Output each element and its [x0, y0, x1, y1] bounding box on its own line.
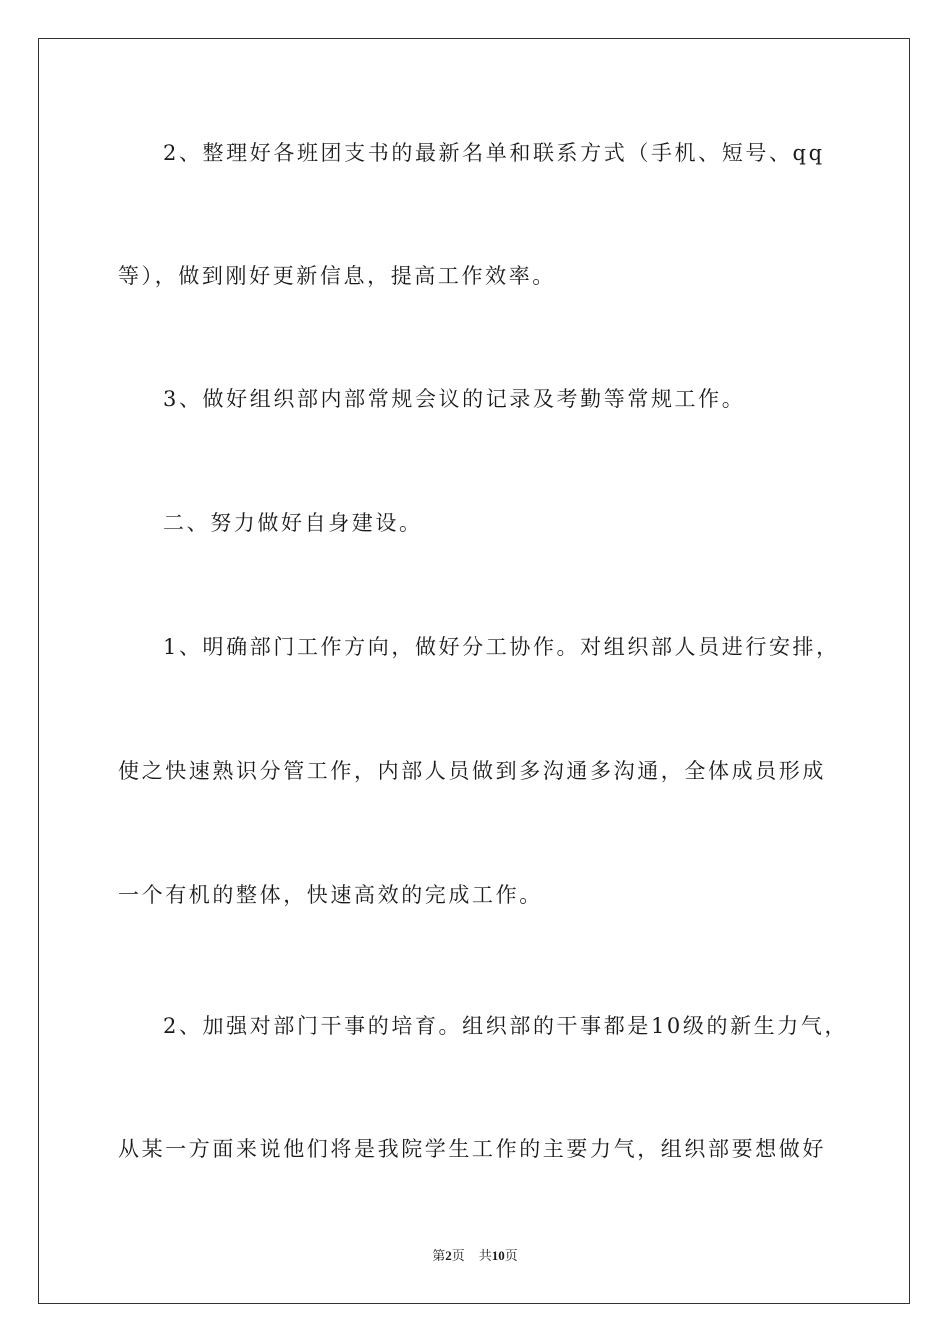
- paragraph-line: 使之快速熟识分管工作，内部人员做到多沟通多沟通，全体成员形成: [118, 759, 826, 783]
- paragraph-line: 从某一方面来说他们将是我院学生工作的主要力气，组织部要想做好: [118, 1137, 826, 1161]
- page-border: [38, 38, 910, 1304]
- total-pages: 10: [491, 1248, 505, 1263]
- paragraph-line: 3、做好组织部内部常规会议的记录及考勤等常规工作。: [163, 387, 746, 411]
- paragraph-line: 一个有机的整体，快速高效的完成工作。: [118, 883, 543, 907]
- page-suffix: 页: [451, 1248, 465, 1263]
- total-prefix: 共: [478, 1248, 492, 1263]
- page-footer: [0, 1247, 950, 1265]
- page-prefix: 第: [432, 1248, 446, 1263]
- page-number: 2: [445, 1248, 452, 1263]
- total-suffix: 页: [504, 1248, 518, 1263]
- paragraph-line: 2、加强对部门干事的培育。组织部的干事都是10级的新生力气，: [163, 1014, 849, 1038]
- paragraph-line: 等），做到刚好更新信息，提高工作效率。: [118, 264, 556, 288]
- section-heading: 二、努力做好自身建设。: [163, 511, 423, 535]
- paragraph-line: 1、明确部门工作方向，做好分工协作。对组织部人员进行安排，: [163, 635, 840, 659]
- paragraph-line: 2、整理好各班团支书的最新名单和联系方式（手机、短号、qq: [163, 141, 825, 165]
